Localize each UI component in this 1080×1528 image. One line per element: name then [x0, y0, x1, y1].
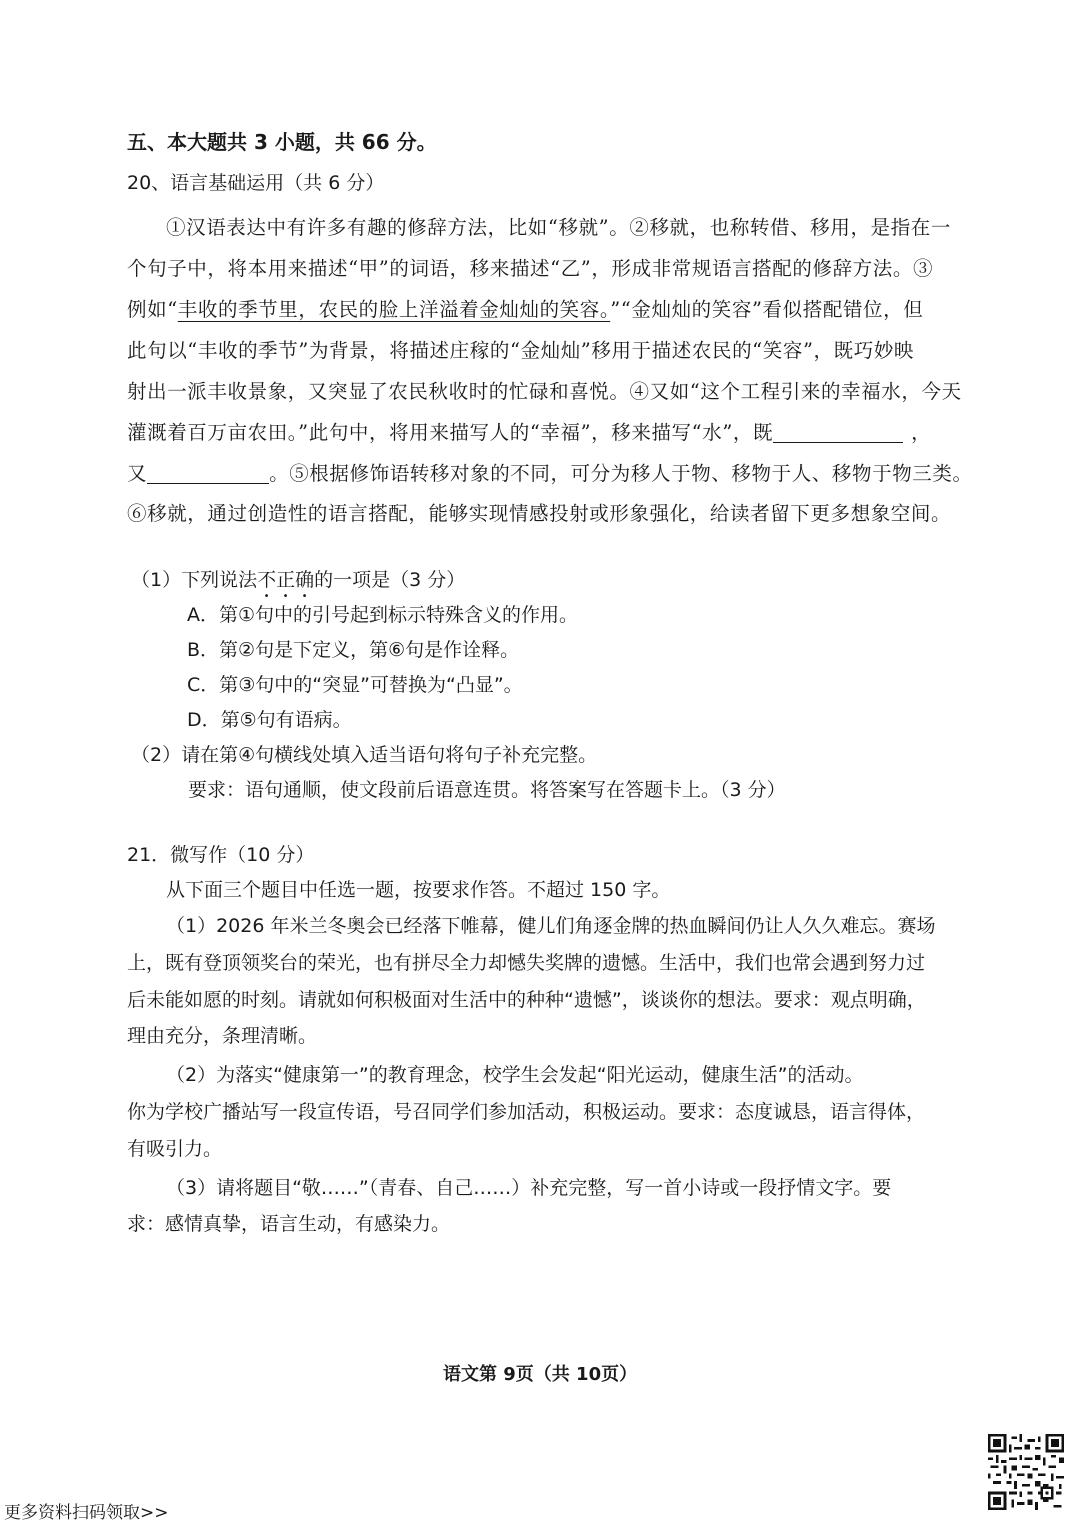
passage-text: 。⑤根据修饰语转移对象的不同，可分为移人于物、移物于人、移物于物三类。 [269, 462, 973, 485]
q21-intro: 从下面三个题目中任选一题，按要求作答。不超过 150 字。 [166, 879, 671, 901]
passage-text: ， [911, 421, 932, 444]
passage-line: 此句以“丰收的季节”为背景，将描述庄稼的“金灿灿”移用于描述农民的“笑容”，既巧妙映 [127, 339, 915, 362]
passage-line: 个句子中，将本用来描述“甲”的词语，移来描述“乙”，形成非常规语言搭配的修辞方法。③ [127, 257, 934, 280]
passage-line: 射出一派丰收景象，又突显了农民秋收时的忙碌和喜悦。④又如“这个工程引来的幸福水，今天 [127, 380, 962, 403]
stem-text: 的一项是（3 分） [314, 569, 466, 591]
footer-more-resources-link[interactable]: 更多资料扫码领取>> [4, 1503, 169, 1523]
passage-line [127, 460, 973, 488]
passage-line: ⑥移就，通过创造性的语言搭配，能够实现情感投射或形象强化，给读者留下更多想象空间。 [127, 502, 952, 525]
q21-topic2-line: 有吸引力。 [127, 1138, 223, 1160]
fill-blank-2 [147, 463, 269, 484]
q21-topic2-line: （2）为落实“健康第一”的教育理念，校学生会发起“阳光运动，健康生活”的活动。 [166, 1064, 864, 1086]
q20-title: 20、语言基础运用（共 6 分） [127, 172, 385, 194]
q21-topic1-line: 后未能如愿的时刻。请就如何积极面对生活中的种种“遗憾”，谈谈你的想法。要求：观点明确， [127, 989, 926, 1011]
q20-sub1-stem [131, 566, 465, 602]
option-c: C．第③句中的“突显”可替换为“凸显”。 [187, 674, 523, 696]
q20-sub2-requirement: 要求：语句通顺，使文段前后语意连贯。将答案写在答题卡上。（3 分） [188, 779, 786, 801]
passage-text: ”“金灿灿的笑容”看似搭配错位，但 [610, 298, 924, 321]
q21-title: 21．微写作（10 分） [127, 844, 315, 866]
option-d: D．第⑤句有语病。 [187, 709, 352, 731]
emphasis-dotted: 不正确 [257, 569, 315, 591]
option-a: A．第①句中的引号起到标示特殊含义的作用。 [187, 604, 579, 626]
fill-blank-1 [773, 422, 903, 443]
q20-sub2-stem: （2）请在第④句横线处填入适当语句将句子补充完整。 [131, 744, 598, 766]
q21-topic1-line: （1）2026 年米兰冬奥会已经落下帷幕，健儿们角逐金牌的热血瞬间仍让人久久难忘。赛场 [166, 915, 936, 937]
passage-line [127, 296, 923, 324]
quote-open: 例如“ [127, 298, 178, 321]
q21-topic1-line: 上，既有登顶领奖台的荣光，也有拼尽全力却憾失奖牌的遗憾。生活中，我们也常会遇到努力过 [127, 952, 926, 974]
page-number: 语文第 9页（共 10页） [443, 1364, 638, 1385]
q21-topic3-line: （3）请将题目“敬……”（青春、自己……）补充完整，写一首小诗或一段抒情文字。要 [166, 1177, 892, 1199]
passage-text: 又 [127, 462, 148, 485]
section-header: 五、本大题共 3 小题，共 66 分。 [127, 130, 437, 154]
passage-text: 灌溉着百万亩农田。”此句中，将用来描写人的“幸福”，移来描写“水”，既 [127, 421, 774, 444]
qr-code-icon [988, 1434, 1064, 1510]
stem-text: （1）下列说法 [131, 569, 258, 591]
underlined-example-sentence: 丰收的季节里，农民的脸上洋溢着金灿灿的笑容。 [177, 298, 611, 321]
q21-topic3-line: 求：感情真挚，语言生动，有感染力。 [127, 1213, 451, 1235]
q21-topic2-line: 你为学校广播站写一段宣传语，号召同学们参加活动，积极运动。要求：态度诚恳，语言得体， [127, 1101, 926, 1123]
passage-line [127, 419, 931, 447]
q21-topic1-line: 理由充分，条理清晰。 [127, 1025, 318, 1047]
option-b: B．第②句是下定义，第⑥句是作诠释。 [187, 639, 520, 661]
passage-line: ①汉语表达中有许多有趣的修辞方法，比如“移就”。②移就，也称转借、移用，是指在一 [166, 216, 951, 239]
